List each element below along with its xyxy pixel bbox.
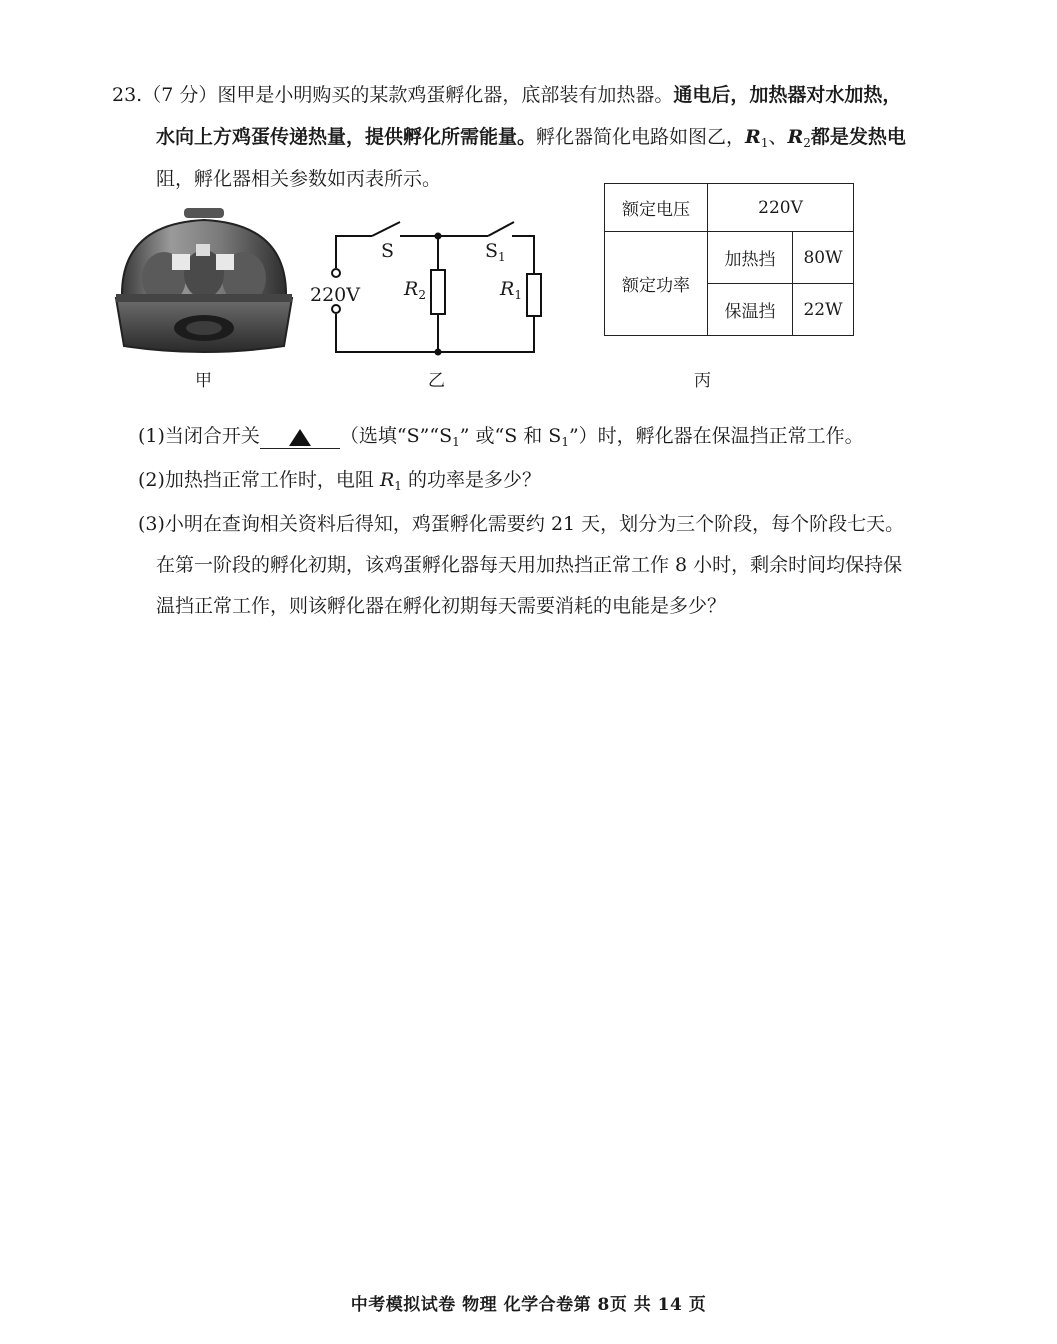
r1-sub: 1: [514, 288, 522, 302]
part-1-text-b: （选填“S”“S: [339, 425, 453, 447]
intro-r2: R: [787, 126, 804, 148]
part-2-text-a: (2)加热挡正常工作时，电阻: [138, 469, 374, 491]
intro-text-2a: 水向上方鸡蛋传递热量，提供孵化所需能量。: [156, 126, 537, 148]
question-line-3: [156, 167, 441, 191]
switch-s1-label: [485, 240, 506, 264]
part-2: [138, 468, 541, 498]
caption-jia: 甲: [195, 371, 212, 391]
part-3-line-2: 在第一阶段的孵化初期，该鸡蛋孵化器每天用加热挡正常工作 8 小时，剩余时间均保持保: [156, 554, 903, 576]
switch-s-blade: [372, 222, 400, 236]
part-1-text-a: (1)当闭合开关: [138, 425, 260, 447]
part-3-line-3: 温挡正常工作，则该孵化器在孵化初期每天需要消耗的电能是多少？: [156, 595, 727, 617]
warm-value: 22W: [793, 284, 854, 336]
triangle-icon: [289, 429, 311, 446]
part-1: [138, 424, 864, 454]
page-footer: 中考模拟试卷 物理 化学合卷第 8页 共 14 页: [350, 1295, 707, 1315]
intro-text-1a: 图甲是小明购买的某款鸡蛋孵化器，底部装有加热器。: [217, 84, 674, 106]
switch-s1-sub: 1: [498, 250, 506, 264]
r1-letter: R: [500, 278, 515, 300]
part-2-text-b: 的功率是多少？: [407, 469, 541, 491]
parameter-table: [604, 183, 854, 336]
switch-s1-blade: [488, 222, 514, 236]
caption-yi: 乙: [428, 371, 445, 391]
switch-s1-letter: S: [485, 240, 499, 262]
intro-r2-sub: 2: [803, 136, 811, 150]
heating-value: 80W: [793, 232, 854, 284]
intro-text-1b: 通电后，加热器对水加热，: [673, 84, 902, 106]
r2-letter: R: [404, 278, 419, 300]
r2-label: [404, 278, 426, 302]
question-line-2: 水向上方鸡蛋传递热量，提供孵化所需能量。孵化器简化电路如图乙，$R_1$、$R_2$都是发热电: [156, 126, 906, 150]
part-2-r1-sub: 1: [394, 479, 402, 493]
voltage-label: 220V: [310, 284, 360, 306]
part-1-sub-b: 1: [561, 435, 569, 449]
part-1-sub-a: 1: [452, 435, 460, 449]
rated-voltage-label: 额定电压: [605, 184, 708, 232]
rated-power-label: 额定功率: [605, 232, 708, 336]
answer-blank[interactable]: [260, 426, 340, 449]
part-1-text-d: ”）时，孵化器在保温挡正常工作。: [568, 425, 864, 447]
resistor-r1: [527, 274, 541, 316]
rated-voltage-value: 220V: [708, 184, 854, 232]
r1-label: [500, 278, 522, 302]
part-1-text-c: ” 或“S 和 S: [459, 425, 562, 447]
intro-text-2b: 孵化器简化电路如图乙，: [536, 126, 746, 148]
question-number: 23.: [112, 84, 143, 106]
question-line-1: [112, 83, 901, 107]
caption-bing: 丙: [694, 371, 711, 391]
heating-label: 加热挡: [708, 232, 793, 284]
egg-incubator-image: [112, 206, 296, 356]
part-3-line-1: (3)小明在查询相关资料后得知，鸡蛋孵化需要约 21 天，划分为三个阶段，每个阶段七天。: [138, 513, 905, 535]
intro-text-3: 阻，孵化器相关参数如丙表所示。: [156, 168, 442, 190]
intro-text-2c: 都是发热电: [810, 126, 906, 148]
warm-label: 保温挡: [708, 284, 793, 336]
switch-s-label: S: [381, 240, 395, 262]
r2-sub: 2: [418, 288, 426, 302]
intro-r1: R: [745, 126, 761, 148]
question-score: （7 分）: [142, 84, 218, 106]
resistor-r2: [431, 270, 445, 314]
intro-r1-sub: 1: [760, 136, 769, 150]
part-2-r1: R: [379, 469, 395, 491]
